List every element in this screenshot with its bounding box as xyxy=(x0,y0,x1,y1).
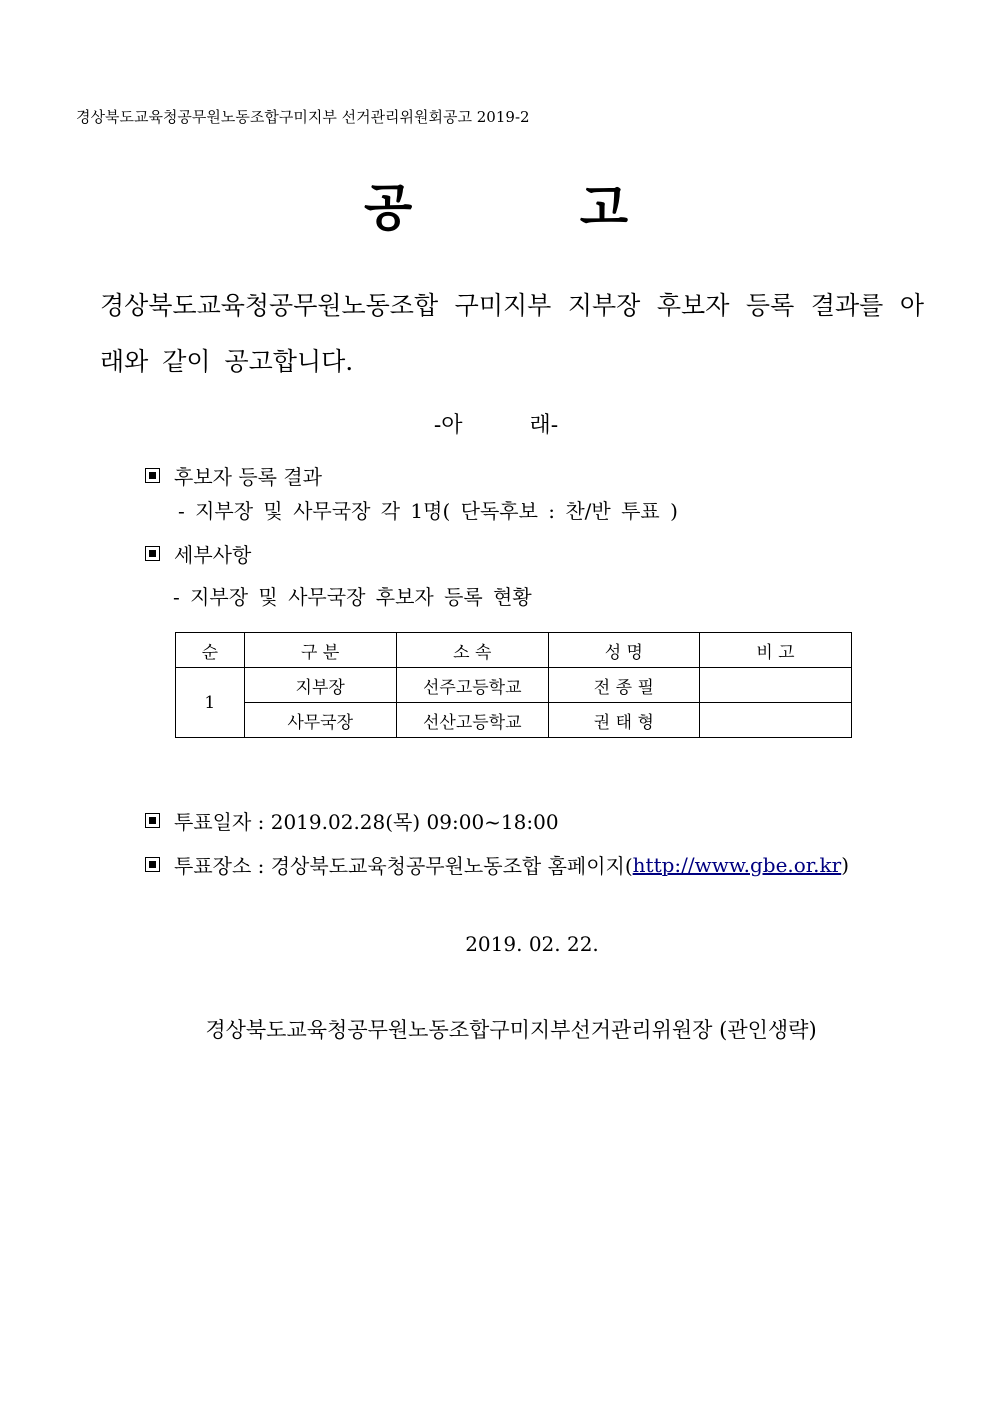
result-heading: 후보자 등록 결과 xyxy=(174,465,322,489)
vote-place-suffix: ) xyxy=(841,852,850,877)
square-bullet-icon xyxy=(145,546,160,561)
table-row xyxy=(176,703,852,738)
cell-division: 지부장 xyxy=(244,668,396,703)
detail-heading: 세부사항 xyxy=(174,543,252,567)
signature-line: 경상북도교육청공무원노동조합구미지부선거관리위원장 (관인생략) xyxy=(205,1018,817,1042)
vote-place-row xyxy=(145,850,849,879)
cell-note xyxy=(699,668,851,703)
square-bullet-icon xyxy=(145,468,160,483)
page-title: 공 고 xyxy=(363,178,628,237)
header-cell-division: 구 분 xyxy=(244,633,396,668)
detail-subheading: - 지부장 및 사무국장 후보자 등록 현황 xyxy=(173,585,532,609)
candidate-table xyxy=(175,632,852,738)
intro-paragraph: 경상북도교육청공무원노동조합 구미지부 지부장 후보자 등록 결과를 아래와 같이 공고합니다. xyxy=(100,291,924,376)
result-detail: - 지부장 및 사무국장 각 1명( 단독후보 : 찬/반 투표 ) xyxy=(178,499,678,523)
cell-name: 전 종 필 xyxy=(548,668,699,703)
vote-place-prefix: 투표장소 : 경상북도교육청공무원노동조합 홈페이지( xyxy=(174,854,633,878)
square-bullet-icon xyxy=(145,857,160,872)
cell-note xyxy=(699,703,851,738)
cell-name: 권 태 형 xyxy=(548,703,699,738)
header-cell-note: 비 고 xyxy=(699,633,851,668)
table-row xyxy=(176,668,852,703)
square-bullet-icon xyxy=(145,813,160,828)
header-cell-affiliation: 소 속 xyxy=(396,633,548,668)
cell-affiliation: 선주고등학교 xyxy=(396,668,548,703)
announcement-date: 2019. 02. 22. xyxy=(465,932,599,956)
homepage-link[interactable]: http://www.gbe.or.kr xyxy=(632,852,842,877)
vote-date-row xyxy=(145,806,559,835)
vote-date: 투표일자 : 2019.02.28(목) 09:00~18:00 xyxy=(174,810,559,834)
cell-division: 사무국장 xyxy=(244,703,396,738)
header-cell-name: 성 명 xyxy=(548,633,699,668)
cell-affiliation: 선산고등학교 xyxy=(396,703,548,738)
detail-heading-row xyxy=(145,539,251,568)
reference-number: 경상북도교육청공무원노동조합구미지부 선거관리위원회공고 2019-2 xyxy=(76,108,530,126)
header-cell-no: 순 xyxy=(176,633,245,668)
below-heading: -아 래- xyxy=(433,413,559,438)
result-heading-row xyxy=(145,461,322,490)
cell-group-no: 1 xyxy=(176,668,245,738)
table-header-row xyxy=(176,633,852,668)
